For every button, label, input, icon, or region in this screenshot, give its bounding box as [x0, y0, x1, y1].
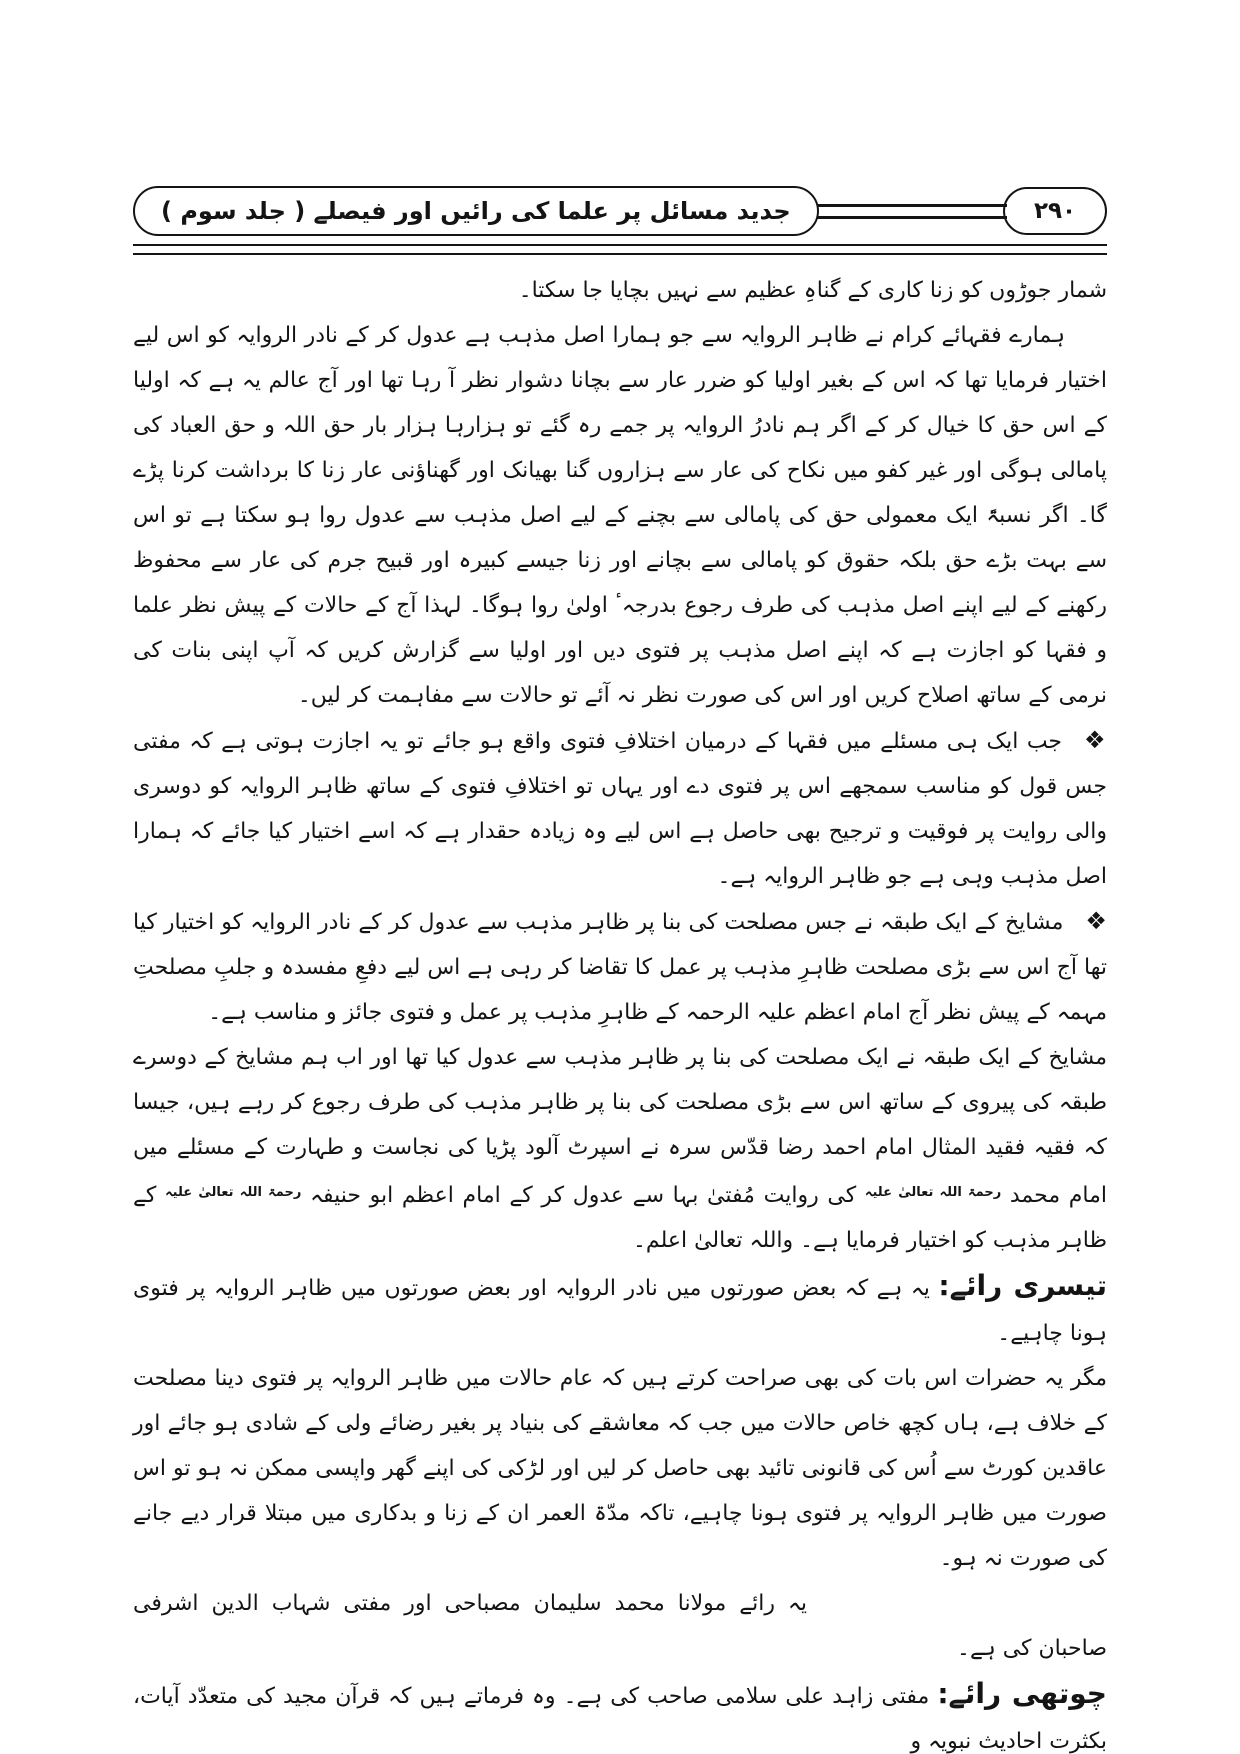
- header-connector-rule: [815, 204, 1007, 219]
- bullet-item-first-opinion: [133, 718, 1107, 899]
- third-opinion-heading: تیسری رائے:: [938, 1269, 1107, 1302]
- honorific-seal: رحمۃ اللہ تعالیٰ علیہ: [864, 1185, 1002, 1200]
- header-underline-rule: [133, 244, 1107, 255]
- paragraph-clarification-text: مگر یہ حضرات اس بات کی بھی صراحت کرتے ہیں کہ عام حالات میں ظاہر الروایہ پر فتوی دینا مصلحت کے خلاف ہے، ہاں کچھ خاص حالات میں جب کہ معاشقے کی بنیاد پر بغیر رضائے ولی کے شادی ہو جائے اور عاقدین کورٹ سے اُس کی قانونی تائید بھی حاصل کر لیں اور لڑکی کی اپنے گھر واپسی ممکن نہ ہو تو اس صورت میں ظاہر الروایہ پر فتوی ہونا چاہیے، تاکہ مدّۃ العمر ان کے زنا و بدکاری میں مبتلا قرار دیے جانے کی صورت نہ ہو۔: [133, 1366, 1107, 1571]
- fourth-opinion-heading: چوتھی رائے:: [937, 1677, 1107, 1710]
- bullet-item-second-opinion: [133, 899, 1107, 1035]
- paragraph-mashaikh-part2: کی روایت مُفتیٰ بہا سے عدول کر کے امام اعظم ابو حنیفہ: [310, 1183, 857, 1208]
- paragraph-mashaikh: [133, 1035, 1107, 1263]
- fourth-opinion-text: مفتی زاہد علی سلامی صاحب کی ہے۔ وہ فرماتے ہیں کہ قرآن مجید کی متعدّد آیات، بکثرت احادیث نبویہ و: [133, 1684, 1107, 1754]
- attribution-text: یہ رائے مولانا محمد سلیمان مصباحی اور مفتی شہاب الدین اشرفی صاحبان کی ہے۔: [133, 1591, 1107, 1661]
- diamond-bullet-icon: ❖: [1084, 726, 1108, 754]
- third-opinion-section: [133, 1263, 1107, 1356]
- book-title: جدید مسائل پر علما کی رائیں اور فیصلے ( جلد سوم ): [161, 197, 791, 225]
- fourth-opinion-section: [133, 1671, 1107, 1754]
- header-row: [133, 186, 1107, 236]
- honorific-seal: رحمۃ اللہ تعالیٰ علیہ: [165, 1185, 302, 1200]
- paragraph-carryover: [133, 268, 1107, 313]
- attribution-line: [133, 1581, 1107, 1671]
- third-opinion-text: یہ ہے کہ بعض صورتوں میں نادر الروایہ اور بعض صورتوں میں ظاہر الروایہ پر فتوی ہونا چاہیے۔: [133, 1276, 1107, 1346]
- paragraph-mashaikh-part1: مشایخ کے ایک طبقہ نے ایک مصلحت کی بنا پر ظاہر مذہب سے عدول کیا تھا اور اب ہم مشایخ کے دوسرے طبقہ کی پیروی کے ساتھ اس سے بڑی مصلحت کی بنا پر ظاہر مذہب کی طرف رجوع کر رہے ہیں، جیسا کہ فقیہ فقید المثال امام احمد رضا قدّس سرہ نے اسپرٹ آلود پڑیا کی نجاست و طہارت کے مسئلے میں امام محمد: [133, 1045, 1108, 1208]
- page-body: [133, 268, 1108, 1754]
- paragraph-mashaikh-part3: کے ظاہر مذہب کو اختیار فرمایا ہے۔ واللہ تعالیٰ اعلم۔: [133, 1183, 1107, 1253]
- page-number-badge: [1003, 187, 1107, 235]
- page-number: ۲۹۰: [1033, 198, 1077, 224]
- book-title-badge: [133, 186, 819, 236]
- bullet-item-first-text: جب ایک ہی مسئلے میں فقہا کے درمیان اختلافِ فتوی واقع ہو جائے تو یہ اجازت ہوتی ہے کہ مفتی جس قول کو مناسب سمجھے اس پر فتوی دے اور یہاں تو اختلافِ فتوی کے ساتھ ظاہر الروایہ کو دوسری والی روایت پر فوقیت و ترجیح بھی حاصل ہے اس لیے وہ زیادہ حقدار ہے کہ اسے اختیار کیا جائے کہ ہمارا اصل مذہب وہی ہے جو ظاہر الروایہ ہے۔: [133, 729, 1107, 889]
- paragraph-main: [133, 313, 1107, 718]
- bullet-item-second-text: مشایخ کے ایک طبقہ نے جس مصلحت کی بنا پر ظاہر مذہب سے عدول کر کے نادر الروایہ کو اختیار کیا تھا آج اس سے بڑی مصلحت ظاہرِ مذہب پر عمل کا تقاضا کر رہی ہے اس لیے دفعِ مفسدہ و جلبِ مصلحتِ مہمہ کے پیش نظر آج امام اعظم علیہ الرحمہ کے ظاہرِ مذہب پر عمل و فتوی جائز و مناسب ہے۔: [133, 910, 1107, 1025]
- paragraph-carryover-text: شمار جوڑوں کو زنا کاری کے گناہِ عظیم سے نہیں بچایا جا سکتا۔: [518, 278, 1107, 303]
- paragraph-main-text: ہمارے فقہائے کرام نے ظاہر الروایہ سے جو ہمارا اصل مذہب ہے عدول کر کے نادر الروایہ کو اس لیے اختیار فرمایا تھا کہ اس کے بغیر اولیا کو ضرر عار سے بچانا دشوار نظر آ رہا تھا اور آج عالم یہ ہے کہ اولیا کے اس حق کا خیال کر کے اگر ہم نادرُ الروایہ پر جمے رہ گئے تو ہزارہا ہزار بار حق اللہ و حق العباد کی پامالی ہوگی اور غیر کفو میں نکاح کی عار سے ہزاروں گنا بھیانک اور گھناؤنی عار زنا کا برداشت کرنا پڑے گا۔ اگر نسبۃً ایک معمولی حق کی پامالی سے بچنے کے لیے اصل مذہب سے عدول روا ہو سکتا ہے تو اس سے بہت بڑے حق بلکہ حقوق کو پامالی سے بچانے اور زنا جیسے کبیرہ اور قبیح جرم کی عار سے محفوظ رکھنے کے لیے اپنے اصل مذہب کی طرف رجوع بدرجہٴ اولیٰ روا ہوگا۔ لہذا آج کے حالات کے پیش نظر علما و فقہا کو اجازت ہے کہ اپنے اصل مذہب پر فتوی دیں اور اولیا سے گزارش کریں کہ آپ اپنی بنات کی نرمی کے ساتھ اصلاح کریں اور اس کی صورت نظر نہ آئے تو حالات سے مفاہمت کر لیں۔: [133, 323, 1107, 708]
- diamond-bullet-icon: ❖: [1085, 907, 1108, 935]
- paragraph-clarification: [133, 1356, 1107, 1581]
- page-header: [133, 186, 1107, 258]
